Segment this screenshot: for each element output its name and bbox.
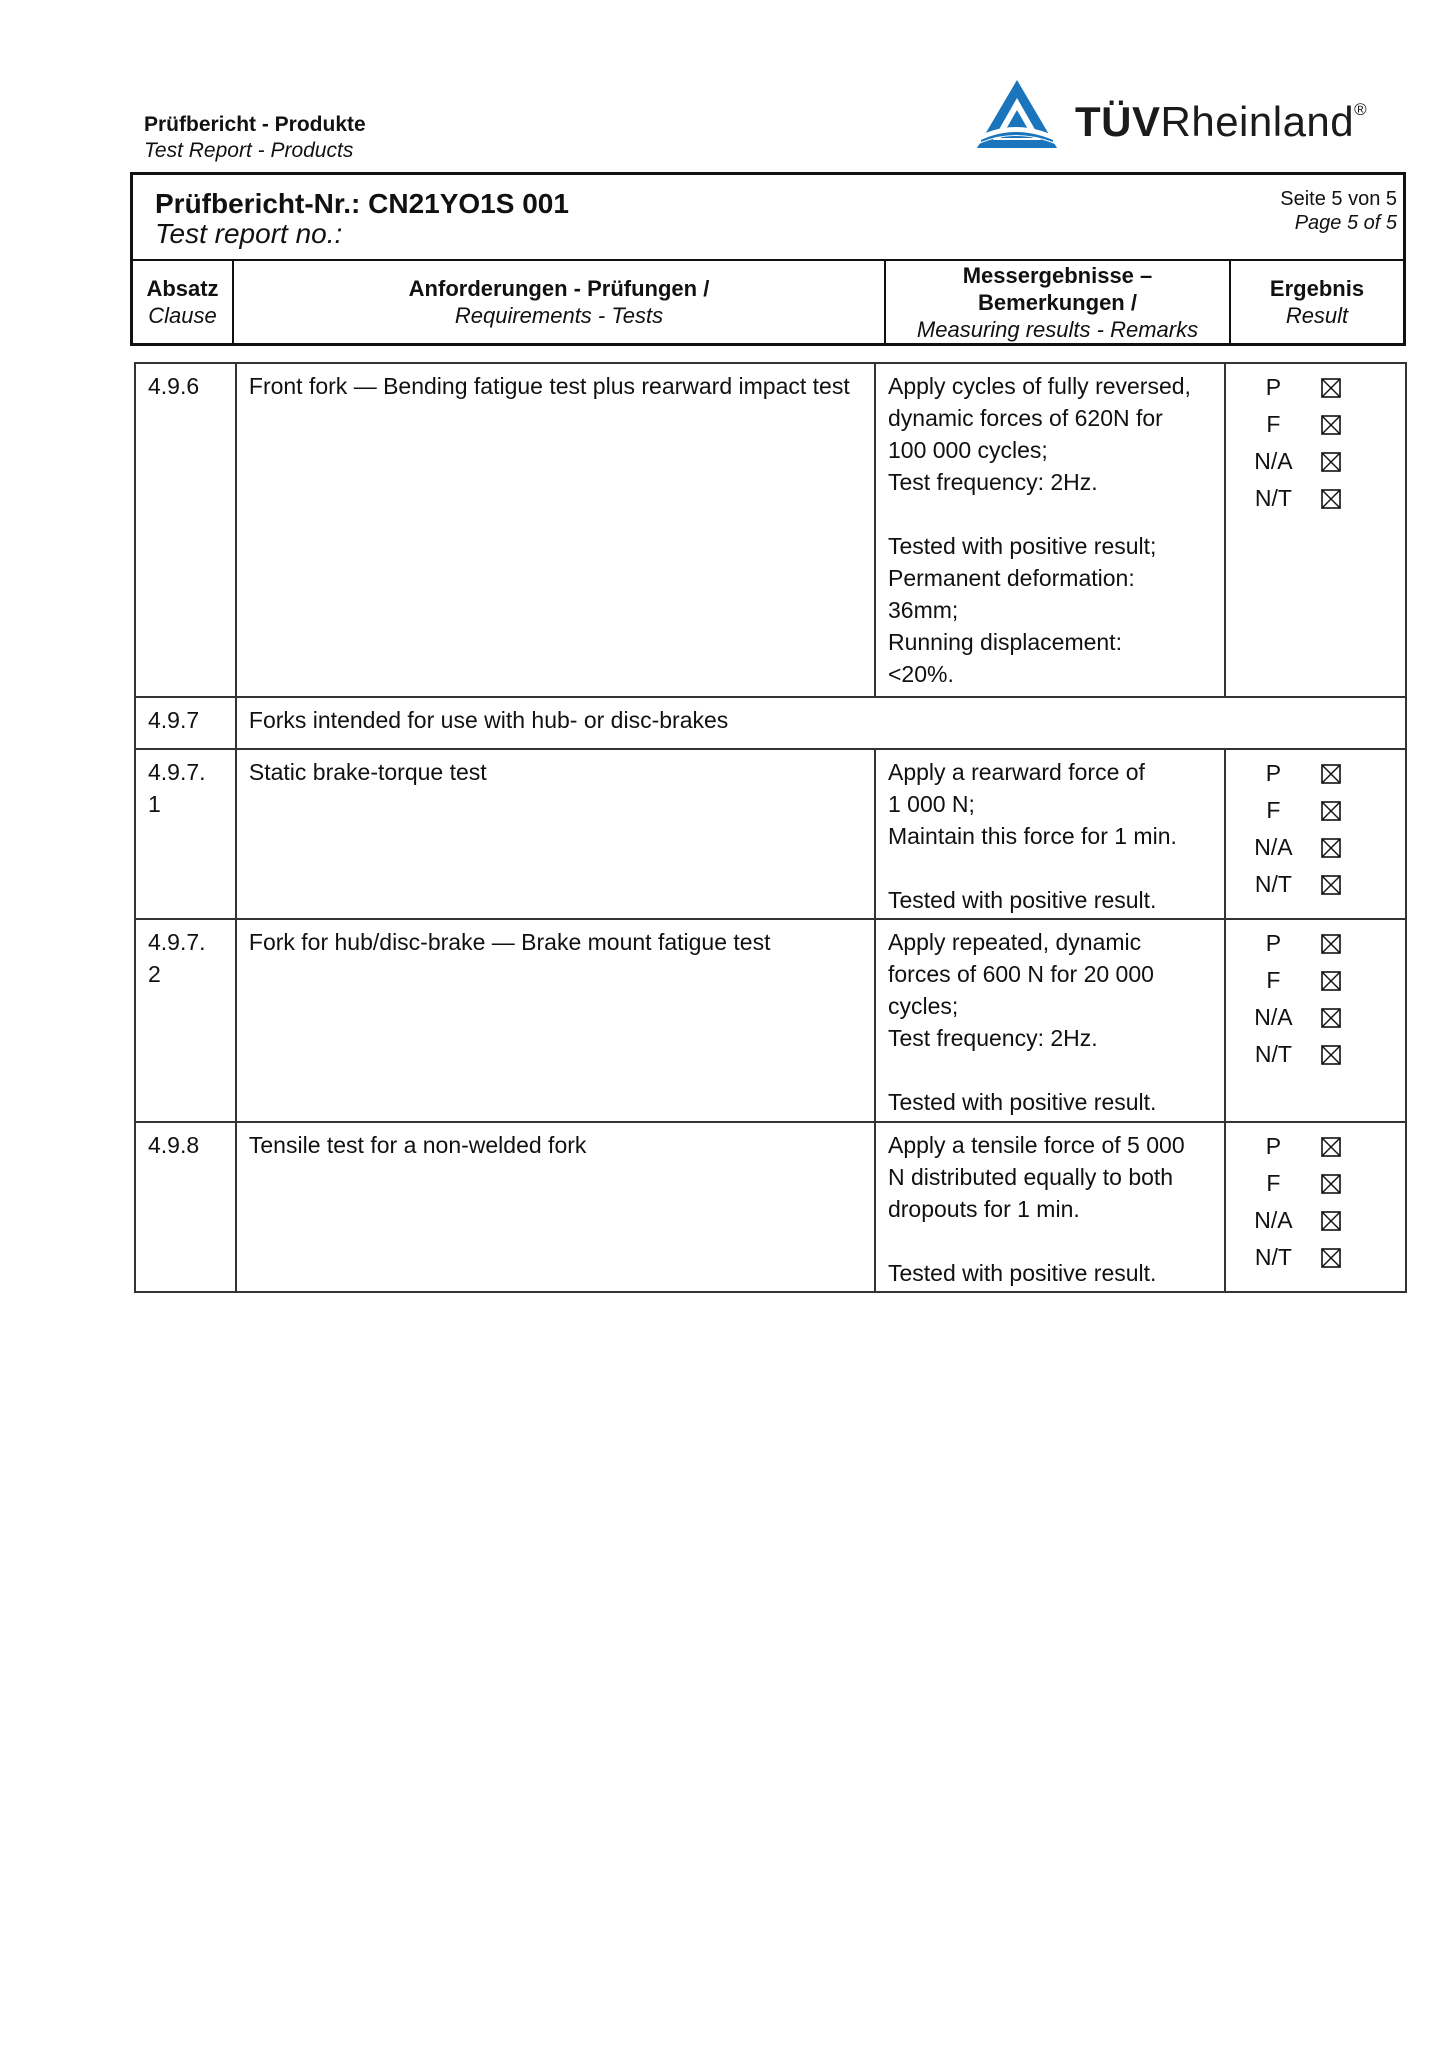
- tuv-triangle-icon: [975, 78, 1059, 152]
- column-header-clause: Absatz Clause: [133, 261, 234, 343]
- result-checkbox: [1321, 869, 1405, 906]
- result-option-label: F: [1266, 1170, 1281, 1196]
- crossed-checkbox-icon: [1321, 1045, 1341, 1065]
- result-option-label: F: [1266, 797, 1281, 823]
- crossed-checkbox-icon: [1321, 801, 1341, 821]
- measurement-line: N distributed equally to both: [887, 1164, 1174, 1190]
- measurement-line: Apply a tensile force of 5 000: [887, 1132, 1185, 1158]
- column-headers: [133, 259, 1403, 343]
- clause-cell: 4.9.8: [135, 1122, 236, 1292]
- result-cell: [1225, 749, 1406, 919]
- result-option-label: N/T: [1254, 1244, 1292, 1270]
- result-cell: [1225, 363, 1406, 697]
- clause-cell: 4.9.6: [135, 363, 236, 697]
- column-header-requirements: Anforderungen - Prüfungen / Requirements - Tests: [234, 261, 886, 343]
- crossed-checkbox-icon: [1321, 875, 1341, 895]
- requirement-cell: Tensile test for a non-welded fork: [236, 1122, 875, 1292]
- crossed-checkbox-icon: [1321, 1137, 1341, 1157]
- measurement-line: Tested with positive result.: [887, 1089, 1157, 1115]
- crossed-checkbox-icon: [1321, 1174, 1341, 1194]
- report-number-label-en: Test report no.:: [155, 218, 343, 249]
- report-header: [130, 172, 1406, 346]
- document-title-de: Prüfbericht - Produkte: [144, 113, 366, 136]
- result-checkbox: [1321, 1039, 1405, 1076]
- measurement-cell: [875, 363, 1225, 697]
- measurement-line: 100 000 cycles;: [887, 437, 1048, 463]
- result-checkbox: [1321, 795, 1405, 832]
- measurement-line: cycles;: [887, 993, 959, 1019]
- measurement-line: 36mm;: [887, 597, 959, 623]
- result-option-label: N/A: [1254, 1207, 1293, 1233]
- report-number-value: CN21YO1S 001: [368, 188, 569, 219]
- measurement-line: [888, 1054, 1212, 1086]
- result-checkbox: [1321, 483, 1405, 520]
- result-checkbox: [1321, 1131, 1405, 1168]
- column-header-verdict: Ergebnis Result: [1269, 276, 1365, 328]
- measurement-cell: [875, 749, 1225, 919]
- crossed-checkbox-icon: [1321, 838, 1341, 858]
- result-checkbox: [1321, 758, 1405, 795]
- result-option-label: N/A: [1254, 1004, 1293, 1030]
- measurement-line: Apply a rearward force of: [887, 759, 1145, 785]
- measurement-line: Tested with positive result.: [887, 887, 1157, 913]
- measurement-line: [888, 498, 1212, 530]
- measurement-line: Test frequency: 2Hz.: [887, 1025, 1098, 1051]
- requirement-cell: Fork for hub/disc-brake — Brake mount fatigue test: [236, 919, 875, 1122]
- result-checkbox: [1321, 1242, 1405, 1279]
- crossed-checkbox-icon: [1321, 452, 1341, 472]
- measurement-line: Apply repeated, dynamic: [887, 929, 1142, 955]
- clause-cell: 4.9.7: [135, 697, 236, 749]
- measurement-line: Tested with positive result;: [887, 533, 1157, 559]
- measurement-line: Permanent deformation:: [887, 565, 1135, 591]
- result-cell: [1225, 919, 1406, 1122]
- measurement-line: <20%.: [887, 661, 954, 687]
- result-checkbox: [1321, 446, 1405, 483]
- result-checkbox: [1321, 965, 1405, 1002]
- result-checkbox: [1321, 1002, 1405, 1039]
- measurement-line: Test frequency: 2Hz.: [887, 469, 1098, 495]
- test-results-table: [134, 362, 1407, 1293]
- result-checkbox: [1321, 928, 1405, 965]
- tuv-rheinland-logo: [975, 78, 1415, 153]
- measurement-line: [888, 852, 1212, 884]
- clause-cell: 4.9.7. 2: [135, 919, 236, 1122]
- column-header-results: Messergebnisse – Bemerkungen / Measuring results - Remarks: [886, 261, 1231, 343]
- table-row: [135, 919, 1406, 1122]
- result-option-label: P: [1265, 374, 1282, 400]
- measurement-line: Running displacement:: [887, 629, 1122, 655]
- result-checkbox: [1321, 832, 1405, 869]
- result-option-label: N/A: [1254, 448, 1293, 474]
- result-option-label: N/T: [1254, 871, 1292, 897]
- result-option-label: F: [1266, 967, 1281, 993]
- result-checkbox: [1321, 1168, 1405, 1205]
- crossed-checkbox-icon: [1321, 934, 1341, 954]
- table-row: [135, 1122, 1406, 1292]
- measurement-line: 1 000 N;: [887, 791, 975, 817]
- measurement-cell: [875, 919, 1225, 1122]
- crossed-checkbox-icon: [1321, 1008, 1341, 1028]
- result-option-label: N/T: [1254, 1041, 1292, 1067]
- result-checkbox: [1321, 409, 1405, 446]
- measurement-line: [888, 1225, 1212, 1257]
- result-option-label: N/A: [1254, 834, 1293, 860]
- result-checkbox: [1321, 1205, 1405, 1242]
- document-title-en: Test Report - Products: [144, 139, 354, 162]
- measurement-line: Tested with positive result.: [887, 1260, 1157, 1286]
- crossed-checkbox-icon: [1321, 1211, 1341, 1231]
- result-cell: [1225, 1122, 1406, 1292]
- crossed-checkbox-icon: [1321, 971, 1341, 991]
- crossed-checkbox-icon: [1321, 1248, 1341, 1268]
- crossed-checkbox-icon: [1321, 489, 1341, 509]
- page-number: Seite 5 von 5 Page 5 of 5: [1280, 188, 1397, 234]
- document-title: [144, 112, 366, 164]
- result-option-label: P: [1265, 930, 1282, 956]
- result-option-label: P: [1265, 760, 1282, 786]
- measurement-cell: [875, 1122, 1225, 1292]
- result-option-label: P: [1265, 1133, 1282, 1159]
- requirement-cell: Static brake-torque test: [236, 749, 875, 919]
- measurement-line: Apply cycles of fully reversed,: [887, 373, 1191, 399]
- requirement-cell: Forks intended for use with hub- or disc-brakes: [236, 697, 1406, 749]
- result-option-label: F: [1266, 411, 1281, 437]
- table-row: [135, 749, 1406, 919]
- measurement-line: dynamic forces of 620N for: [887, 405, 1163, 431]
- measurement-line: dropouts for 1 min.: [887, 1196, 1080, 1222]
- crossed-checkbox-icon: [1321, 415, 1341, 435]
- requirement-cell: Front fork — Bending fatigue test plus rearward impact test: [236, 363, 875, 697]
- table-row: [135, 697, 1406, 749]
- measurement-line: Maintain this force for 1 min.: [887, 823, 1177, 849]
- measurement-line: forces of 600 N for 20 000: [887, 961, 1154, 987]
- table-row: [135, 363, 1406, 697]
- crossed-checkbox-icon: [1321, 764, 1341, 784]
- logo-text: TÜVRheinland®: [1075, 98, 1368, 145]
- clause-cell: 4.9.7. 1: [135, 749, 236, 919]
- result-checkbox: [1321, 372, 1405, 409]
- result-option-label: N/T: [1254, 485, 1292, 511]
- report-number: Prüfbericht-Nr.: CN21YO1S 001 Test report no.:: [155, 188, 569, 249]
- crossed-checkbox-icon: [1321, 378, 1341, 398]
